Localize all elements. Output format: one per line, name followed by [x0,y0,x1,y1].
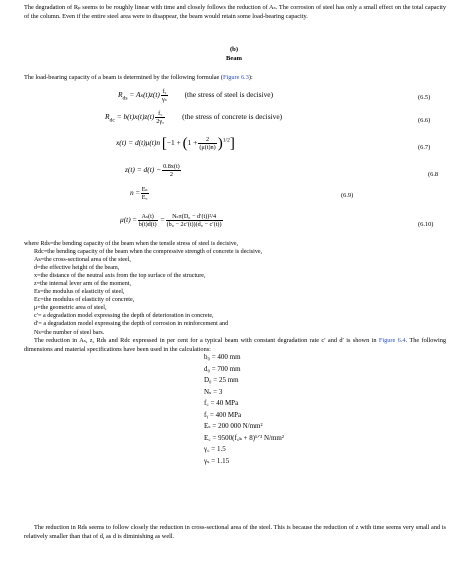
formula-intro: The load-bearing capacity of a beam is determined by the following formulae (Figure 6.3): [24,74,253,81]
definition-item: d=the effective height of the beam, [34,265,120,272]
definition-item: z=the internal lever arm of the moment, [34,281,132,288]
spec-item: γₛ = 1.15 [204,456,230,465]
reduction-paragraph: The reduction in Aₛ, z, Rds and Rdc expressed in per cent for a typical beam with constant degradation rate c′ and d′ is shown in Figure 6.4. The following dimensions and material specifications have been used in the calculations: [24,337,446,353]
figure-6-4-link[interactable]: Figure 6.4 [378,337,406,344]
spec-item: fᵧ = 400 MPa [204,410,242,419]
definition-item: Rdc=the bending capacity of the beam when the compressive strength of concrete is decisive, [34,249,263,256]
spec-item: Eₛ = 200 000 N/mm² [204,422,263,431]
definition-item: d′= a degradation model expressing the depth of corrosion in reinforcement and [34,321,229,328]
equation-number-6-10: (6.10) [418,221,434,228]
equation-6-9: n = $\frac{\text{Eₛ}}{E꜀}$ [130,186,148,201]
definition-item: Ec=the modulus of elasticity of concrete, [34,297,135,304]
figure-6-3-link[interactable]: Figure 6.3 [222,74,249,81]
equation-6-8: z(t) = d(t) − $\frac{0.8x(t)}{2}$ [125,163,180,178]
equation-number-6-8: (6.8 [428,171,439,178]
definition-item: c′= a degradation model expressing the depth of deterioration in concrete, [34,313,214,320]
equation-number-6-5: (6.5) [418,94,431,101]
intro-paragraph: The degradation of Rₚ seems to be roughly linear with time and closely follows the reduction of Aₛ. The corrosion of steel has only a small effect on the total capacity of the column. Even if the entire steel area were to disappear, the beam would retain some load-bearing capacity. [24,4,446,20]
equation-number-6-9: (6.9) [341,192,354,199]
specification-list [204,352,284,467]
equation-6-10: μ(t) = $\frac{\text{Aₛ(t)}}{b(t)d(t)}$ = $\frac{\text{Nₛπ(D₀ − d′(t))²/4}}{\text{(b₀ − 2c′(t))(d₀ − c′(t))}}$ [120,213,222,228]
spec-item: Nₛ = 3 [204,387,223,396]
definition-item: x=the distance of the neutral axis from the top surface of the structure, [34,273,206,280]
definition-item: where Rds=the bending capacity of the beam when the tensile stress of steel is decisive, [24,241,239,247]
spec-item: D₀ = 25 mm [204,376,239,385]
equation-6-6: $R_{dc} = b(t)x(t)z(t)$ $\frac{f꜀}{2\gamma꜀}$ (the stress of concrete is decisive) [105,110,283,125]
spec-item: d₀ = 700 mm [204,364,241,373]
definition-item: Ns=the number of steel bars. [34,329,105,336]
spec-item: γ꜀ = 1.5 [204,445,226,454]
definitions-list [24,240,448,337]
spec-item: b₀ = 400 mm [204,353,241,361]
definition-item: As=the cross-sectional area of the steel, [34,257,131,264]
closing-paragraph: The reduction in Rds seems to follow closely the reduction in cross-sectional area of the steel. This is because the reduction of z with time seems very small and is relatively smaller than that of d, as d is diminishing as well. [24,524,446,540]
section-label: (b) [229,46,239,53]
equation-6-5: $R_{ds} = A_s(t)z(t)$ $\frac{\text{fᵧ}}{\text{γₛ}}$ (the stress of steel is decisive) [118,88,274,103]
definition-item: Es=the modulus of elasticity of steel, [34,289,125,296]
equation-number-6-6: (6.6) [418,117,431,124]
section-title: Beam [225,55,243,62]
spec-item: f꜀ = 40 MPa [204,399,239,408]
equation-6-7: x(t) = d(t)μ(t)n [−1 + (1 + $\frac{2}{(\mu(t)n)}$ )$^{1/2}$] [116,135,235,152]
spec-item: E꜀ = 9500(f꜀ₖ + 8)¹ᐟ³ N/mm² [204,433,284,442]
equation-number-6-7: (6.7) [418,144,431,151]
definition-item: μ=the geometric area of steel, [34,305,107,312]
